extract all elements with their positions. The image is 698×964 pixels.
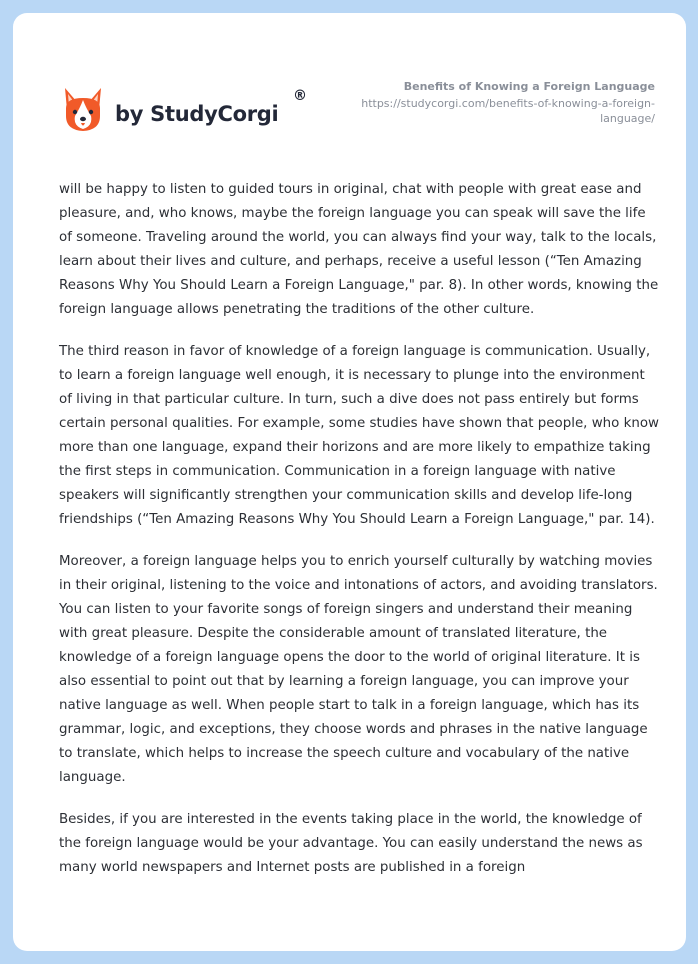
paragraph: will be happy to listen to guided tours in original, chat with people with great ease and pleasure, and, who knows, maybe the foreign language you can speak will save the life of someone. Traveling around the world, you can always find your way, talk to the locals, learn about their lives and culture, and perhaps, receive a useful lesson (“Ten Amazing Reasons Why You Should Learn a Foreign Language," par. 8). In other words, knowing the foreign language allows penetrating the traditions of the other culture.	[59, 182, 659, 317]
corgi-logo-icon	[61, 86, 105, 134]
paragraph: Moreover, a foreign language helps you to enrich yourself culturally by watching movies in their original, listening to the voice and intonations of actors, and avoiding translators. You can listen to your favorite songs of foreign singers and understand their meaning with great pleasure. Despite the considerable amount of translated literature, the knowledge of a foreign language opens the door to the world of original literature. It is also essential to point out that by learning a foreign language, you can improve your native language as well. When people start to talk in a foreign language, which has its grammar, logic, and exceptions, they choose words and phrases in the native language to translate, which helps to increase the speech culture and vocabulary of the native language.	[59, 554, 658, 785]
paragraph: Besides, if you are interested in the events taking place in the world, the knowledge of the foreign language would be your advantage. You can easily understand the news as many world newspapers and Internet posts are published in a foreign	[59, 812, 643, 875]
brand-name: by StudyCorgi	[115, 102, 279, 126]
document-url[interactable]: https://studycorgi.com/benefits-of-knowing-a-foreign-language/	[361, 97, 655, 125]
registered-mark: ®	[293, 88, 307, 104]
document-meta	[335, 79, 655, 126]
document-page	[13, 13, 686, 951]
studycorgi-logo[interactable]	[61, 75, 307, 145]
essay-body	[59, 178, 661, 898]
document-title: Benefits of Knowing a Foreign Language	[403, 80, 655, 93]
paragraph: The third reason in favor of knowledge of a foreign language is communication. Usually, to learn a foreign language well enough, it is necessary to plunge into the environment of living in that particular culture. In turn, such a dive does not pass entirely but forms certain personal qualities. For example, some studies have shown that people, who know more than one language, expand their horizons and are more likely to empathize taking the first steps in communication. Communication in a foreign language with native speakers will significantly strengthen your communication skills and develop life-long friendships (“Ten Amazing Reasons Why You Should Learn a Foreign Language," par. 14).	[59, 344, 659, 527]
